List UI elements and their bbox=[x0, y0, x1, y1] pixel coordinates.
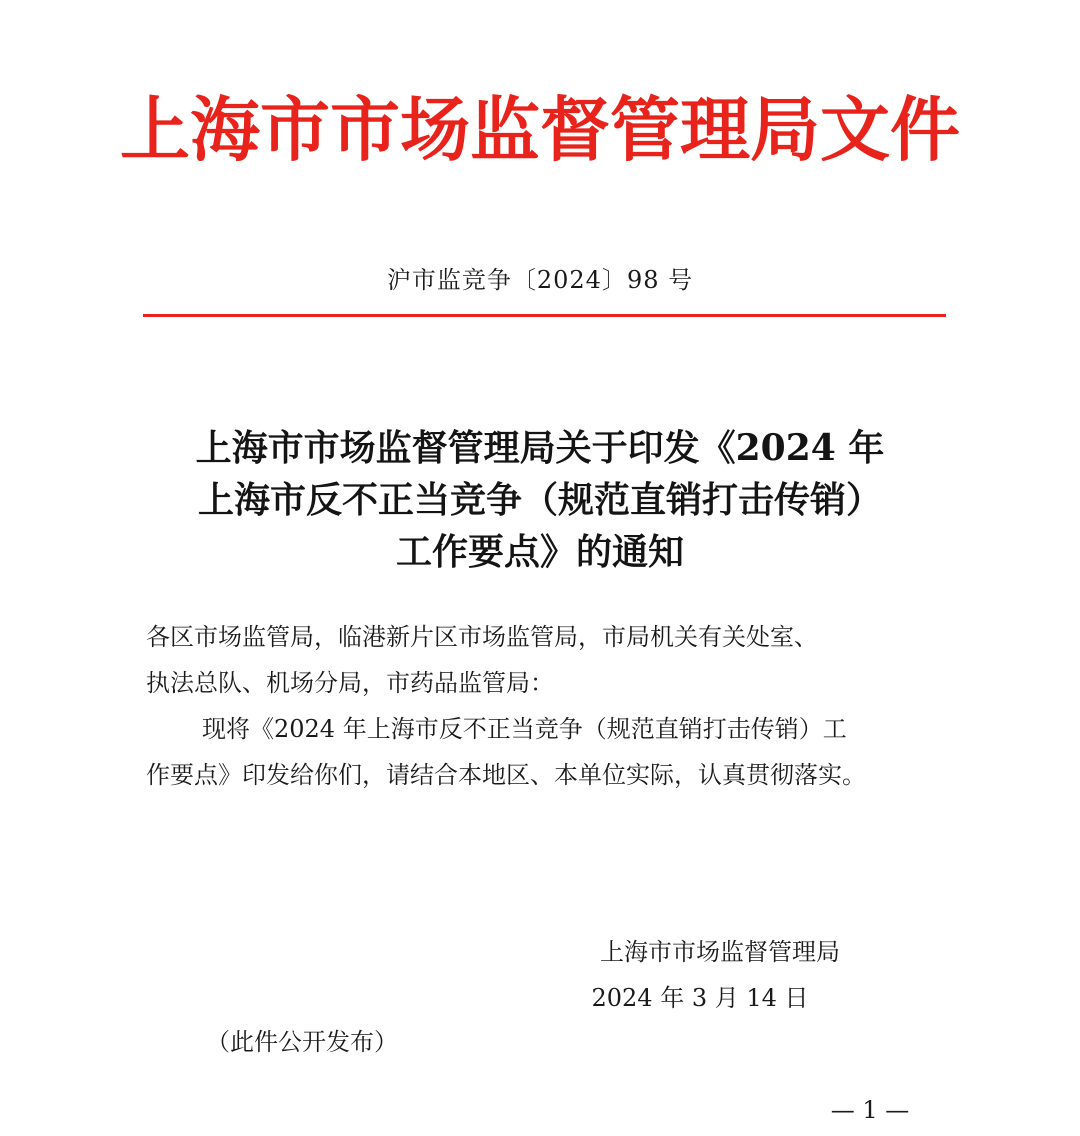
title-line-3: 工作要点》的通知 bbox=[395, 531, 684, 573]
signature-organization: 上海市市场监督管理局 bbox=[600, 938, 840, 966]
body-paragraph bbox=[146, 706, 946, 798]
document-title bbox=[0, 422, 1080, 578]
addressee-line-2: 执法总队、机场分局，市药品监管局： bbox=[146, 669, 554, 697]
addressee-line-1: 各区市场监管局，临港新片区市场监管局，市局机关有关处室、 bbox=[146, 623, 818, 651]
body-line-2: 作要点》印发给你们，请结合本地区、本单位实际，认真贯彻落实。 bbox=[146, 761, 866, 789]
document-masthead: 上海市市场监督管理局文件 bbox=[120, 88, 960, 171]
title-line-1: 上海市市场监督管理局关于印发《2024 年 bbox=[195, 427, 885, 469]
body-line-1: 现将《2024 年上海市反不正当竞争（规范直销打击传销）工 bbox=[202, 715, 847, 743]
publish-note: （此件公开发布） bbox=[206, 1028, 398, 1056]
page-number: — 1 — bbox=[830, 1096, 910, 1124]
title-line-2: 上海市反不正当竞争（规范直销打击传销） bbox=[197, 479, 882, 521]
document-number: 沪市监竞争〔2024〕98 号 bbox=[386, 266, 694, 294]
addressee-block bbox=[146, 614, 946, 706]
signature-date: 2024 年 3 月 14 日 bbox=[591, 984, 809, 1012]
red-divider-line bbox=[143, 314, 946, 317]
